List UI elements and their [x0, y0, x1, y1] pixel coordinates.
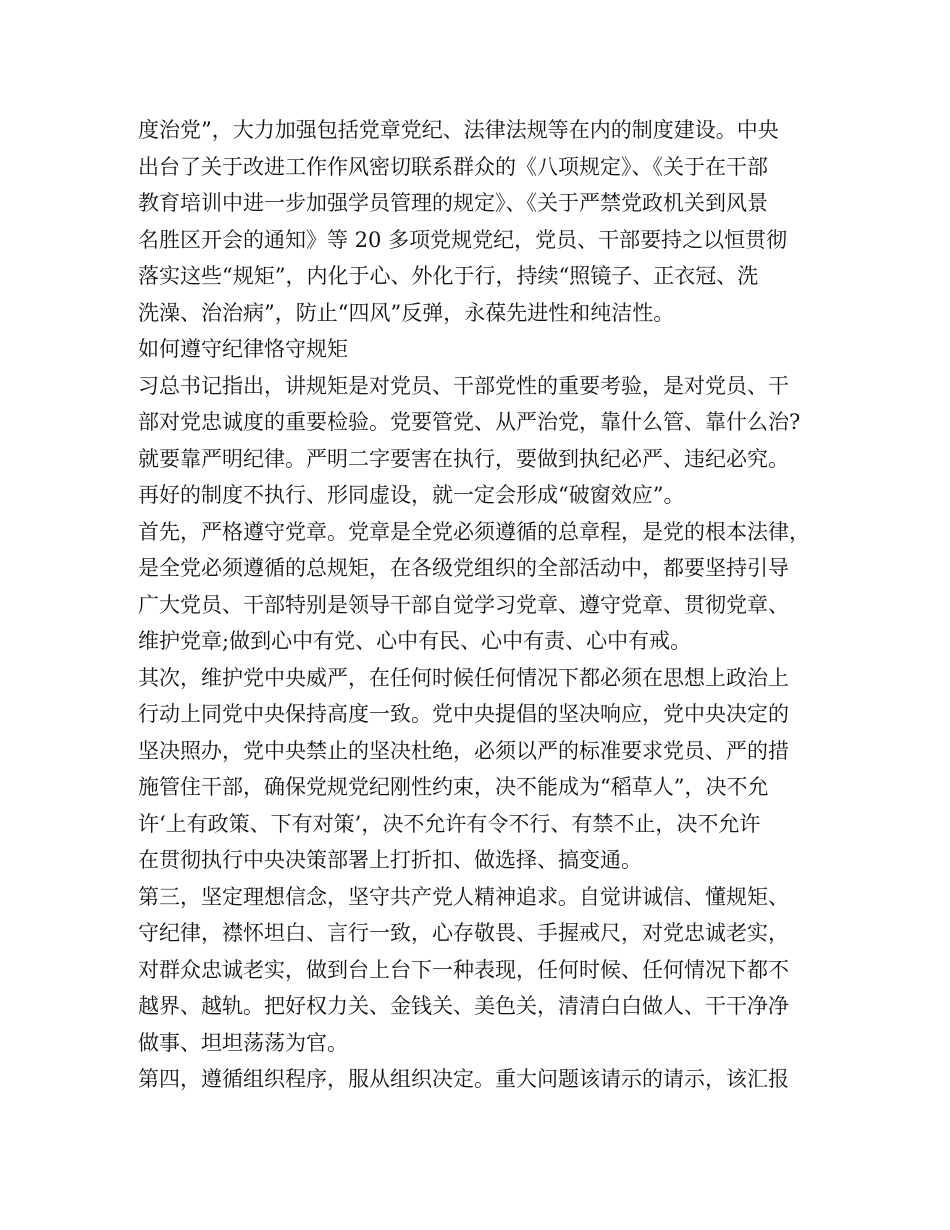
text-line: 再好的制度不执行、形同虚设，就一定会形成“破窗效应”。: [138, 483, 685, 507]
text-line: 广大党员、干部特别是领导干部自觉学习党章、遵守党章、贯彻党章、: [138, 592, 789, 617]
text-line: 洗澡、治治病”，防止“四风”反弹，永葆先进性和纯洁性。: [138, 300, 675, 325]
text-line: 名胜区开会的通知》等 20 多项党规党纪，党员、干部要持之以恒贯彻: [138, 227, 788, 252]
text-line: 落实这些“规矩”，内化于心、外化于行，持续“照镜子、正衣冠、洗: [138, 264, 759, 288]
text-line: 守纪律，襟怀坦白、言行一致，心存敬畏、手握戒尺，对党忠诚老实，: [138, 921, 789, 945]
text-line: 许‘上有政策、下有对策’，决不允许有令不行、有禁不止，决不允许: [138, 811, 761, 836]
text-line: 度治党”，大力加强包括党章党纪、法律法规等在内的制度建设。中央: [138, 118, 779, 142]
text-line: 在贯彻执行中央决策部署上打折扣、做选择、搞变通。: [138, 848, 642, 872]
text-line: 习总书记指出，讲规矩是对党员、干部党性的重要考验，是对党员、干: [138, 373, 789, 398]
text-line: 越界、越轨。把好权力关、金钱关、美色关，清清白白做人、干干净净: [138, 994, 789, 1018]
text-line: 是全党必须遵循的总规矩，在各级党组织的全部活动中，都要坚持引导: [138, 556, 789, 580]
text-line: 对群众忠诚老实，做到台上台下一种表现，任何时候、任何情况下都不: [138, 957, 789, 982]
text-line: 施管住干部，确保党规党纪刚性约束，决不能成为“稻草人”，决不允: [138, 775, 769, 799]
text-line: 第三，坚定理想信念，坚守共产党人精神追求。自觉讲诚信、懂规矩、: [138, 884, 789, 909]
text-line: 其次，维护党中央威严，在任何时候任何情况下都必须在思想上政治上: [138, 665, 789, 690]
text-line: 出台了关于改进工作作风密切联系群众的《八项规定》、《关于在干部: [138, 154, 768, 179]
text-line: 行动上同党中央保持高度一致。党中央提倡的坚决响应，党中央决定的: [138, 702, 789, 726]
document-body: [138, 112, 828, 1098]
text-line: 部对党忠诚度的重要检验。党要管党、从严治党，靠什么管、靠什么治?: [138, 410, 801, 434]
text-line: 教育培训中进一步加强学员管理的规定》、《关于严禁党政机关到风景: [138, 191, 768, 215]
text-line: 做事、坦坦荡荡为官。: [138, 1030, 348, 1055]
text-line: 坚决照办，党中央禁止的坚决杜绝，必须以严的标准要求党员、严的措: [138, 738, 789, 763]
text-line: 维护党章;做到心中有党、心中有民、心中有责、心中有戒。: [138, 629, 692, 653]
section-heading: 如何遵守纪律恪守规矩: [138, 337, 348, 361]
text-line: 第四，遵循组织程序，服从组织决定。重大问题该请示的请示，该汇报: [138, 1067, 789, 1091]
text-line: 首先，严格遵守党章。党章是全党必须遵循的总章程，是党的根本法律，: [138, 519, 810, 544]
text-line: 就要靠严明纪律。严明二字要害在执行，要做到执纪必严、违纪必究。: [138, 446, 789, 471]
